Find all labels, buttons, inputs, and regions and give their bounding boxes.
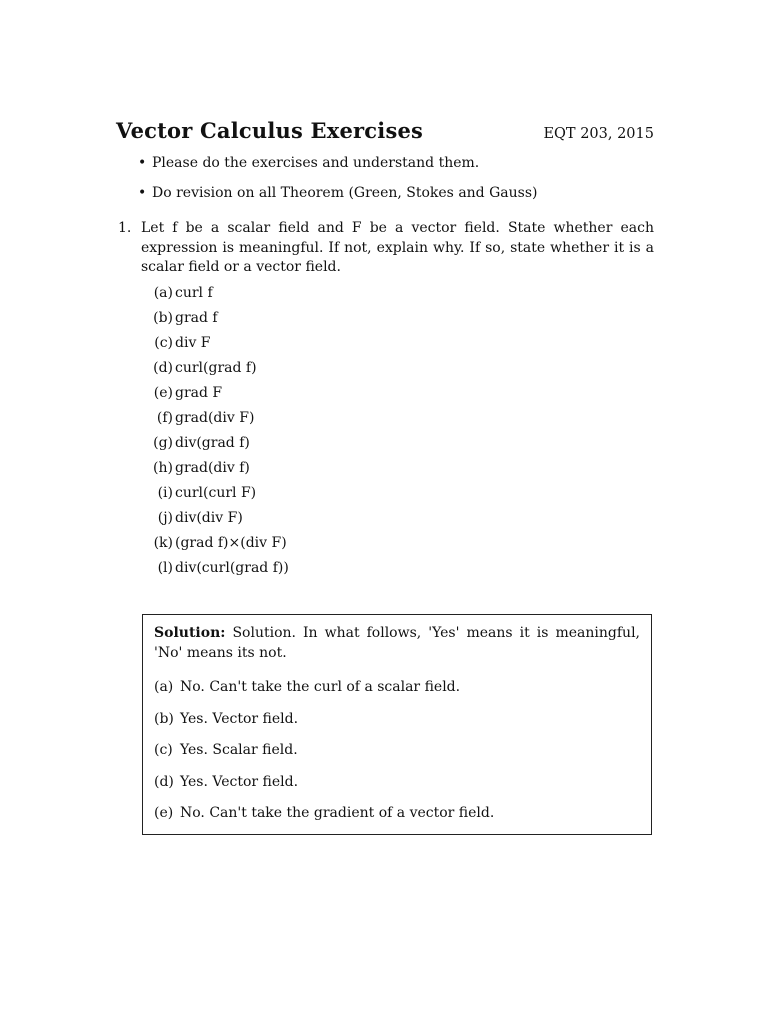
instruction-item: [138, 185, 658, 215]
item-label: (j): [157, 510, 173, 526]
answer-label: (b): [154, 710, 174, 727]
answer-label: (e): [154, 805, 174, 821]
solution-answers: [154, 679, 640, 837]
solution-answer: [154, 774, 640, 806]
question-items: [146, 285, 446, 585]
question-item: [146, 360, 446, 385]
item-expression: div F: [175, 335, 211, 351]
answer-text: Yes. Scalar field.: [180, 742, 298, 758]
solution-answer: [154, 711, 640, 743]
question-number: 1.: [118, 220, 132, 236]
item-label: (g): [153, 435, 173, 451]
item-label: (b): [153, 310, 173, 326]
question-item: [146, 485, 446, 510]
answer-label: (d): [154, 773, 174, 790]
item-label: (i): [157, 485, 173, 501]
item-expression: curl(grad f): [175, 360, 257, 376]
question-item: [146, 535, 446, 560]
item-expression: grad F: [175, 385, 223, 401]
instruction-item: [138, 155, 658, 185]
course-label: EQT 203, 2015: [543, 126, 654, 142]
item-label: (f): [156, 410, 173, 426]
question-text: Let f be a scalar field and F be a vector field. State whether each expression is meaningful. If not, explain why. If so, state whether it is a scalar field or a vector field.: [141, 220, 654, 275]
item-label: (c): [154, 335, 173, 351]
item-expression: grad(div f): [175, 460, 250, 476]
solution-answer: [154, 679, 640, 711]
item-label: (e): [153, 385, 173, 401]
question-item: [146, 285, 446, 310]
item-label: (k): [153, 535, 173, 551]
item-expression: grad f: [175, 310, 218, 326]
question-item: [146, 385, 446, 410]
item-expression: curl(curl F): [175, 485, 257, 501]
item-expression: (grad f)×(div F): [175, 535, 287, 551]
solution-answer: [154, 742, 640, 774]
instruction-text: Please do the exercises and understand them.: [152, 155, 480, 171]
solution-intro-text: Solution. In what follows, 'Yes' means it is meaningful, 'No' means its not.: [154, 625, 640, 661]
item-expression: div(grad f): [175, 435, 250, 451]
solution-answer: [154, 805, 640, 837]
answer-label: (a): [154, 679, 174, 695]
question-item: [146, 310, 446, 335]
item-expression: div(div F): [175, 510, 243, 526]
item-expression: grad(div F): [175, 410, 255, 426]
answer-text: Yes. Vector field.: [180, 710, 299, 727]
item-label: (l): [157, 560, 173, 576]
item-label: (h): [153, 460, 173, 476]
question-item: [146, 460, 446, 485]
answer-label: (c): [154, 742, 173, 758]
solution-intro: [154, 624, 640, 663]
question-item: [146, 560, 446, 585]
item-label: (d): [153, 360, 173, 376]
solution-box: [142, 614, 652, 835]
answer-text: Yes. Vector field.: [180, 773, 299, 790]
question-1: [118, 219, 654, 278]
item-label: (a): [153, 285, 173, 301]
instruction-text: Do revision on all Theorem (Green, Stokes and Gauss): [152, 185, 538, 201]
item-expression: div(curl(grad f)): [175, 560, 289, 576]
page-title: Vector Calculus Exercises: [116, 118, 424, 143]
answer-text: No. Can't take the curl of a scalar field.: [180, 679, 461, 695]
solution-heading: Solution:: [154, 625, 226, 641]
item-expression: curl f: [175, 285, 213, 301]
question-item: [146, 335, 446, 360]
bullet-icon: •: [138, 185, 147, 201]
instructions-list: [138, 155, 658, 215]
answer-text: No. Can't take the gradient of a vector field.: [180, 805, 495, 821]
header: [116, 118, 654, 143]
question-item: [146, 435, 446, 460]
bullet-icon: •: [138, 155, 147, 171]
question-item: [146, 510, 446, 535]
question-item: [146, 410, 446, 435]
